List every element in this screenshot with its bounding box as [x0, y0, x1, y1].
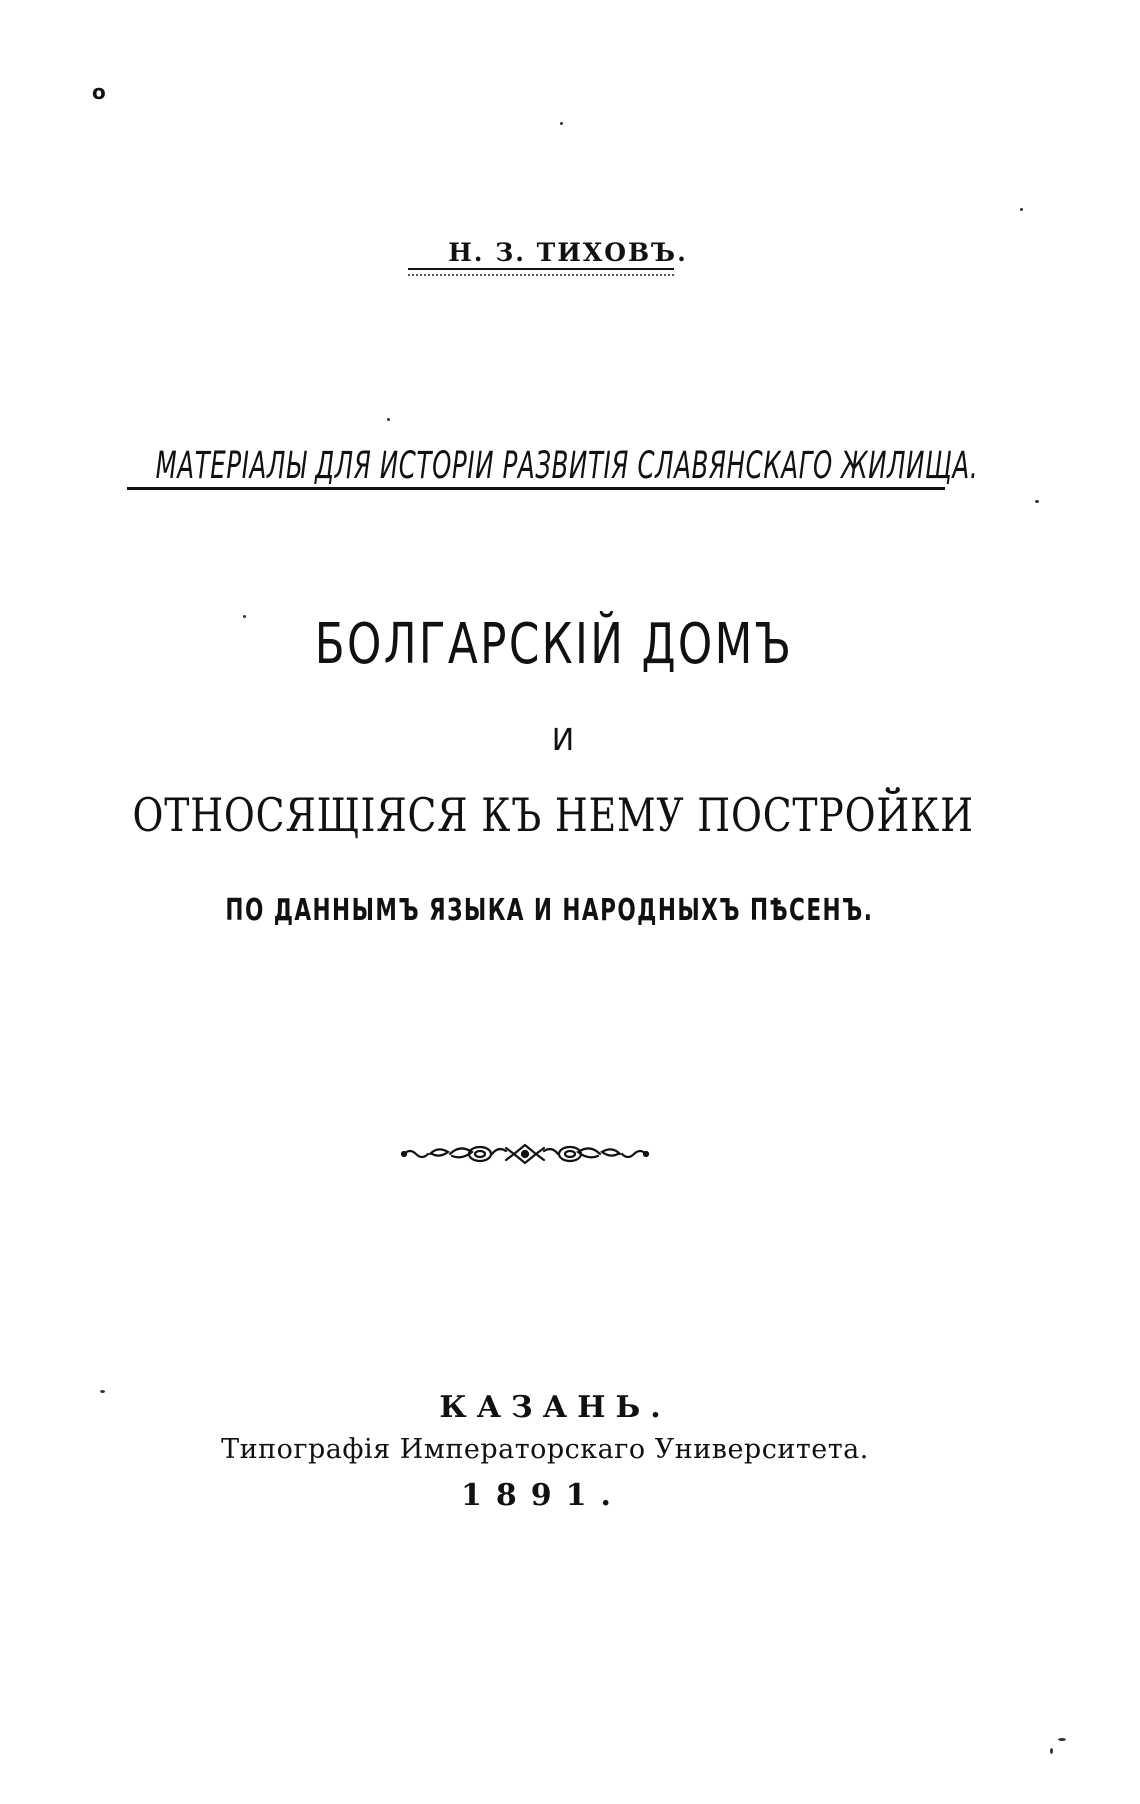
author-underline — [408, 268, 674, 270]
scan-speck — [1035, 500, 1039, 503]
corner-mark: o — [92, 80, 106, 104]
series-underline — [127, 487, 945, 490]
publication-year: 1891. — [461, 1478, 625, 1513]
scan-speck — [1050, 1748, 1053, 1754]
author-name: Н. З. ТИХОВЪ. — [448, 238, 688, 267]
subtitle: ОТНОСЯЩІЯСЯ КЪ НЕМУ ПОСТРОЙКИ — [132, 788, 974, 842]
publication-city: КАЗАНЬ. — [439, 1390, 671, 1425]
author-dotted-underline — [408, 274, 674, 276]
scan-speck — [1020, 208, 1023, 211]
series-title: МАТЕРІАЛЫ ДЛЯ ИСТОРІИ РАЗВИТІЯ СЛАВЯНСКАГО ЖИЛИЩА. — [155, 444, 979, 487]
scan-speck — [243, 615, 246, 618]
floral-ornament-icon — [400, 1136, 650, 1170]
main-title: БОЛГАРСКІЙ ДОМЪ — [314, 612, 794, 677]
scan-speck — [100, 1390, 105, 1393]
title-conjunction: И — [551, 723, 575, 758]
scan-speck — [560, 122, 563, 125]
title-source-line: ПО ДАННЫМЪ ЯЗЫКА И НАРОДНЫХЪ ПѢСЕНЪ. — [225, 893, 874, 928]
scan-speck — [1058, 1738, 1066, 1741]
printer-name: Типографія Императорскаго Университета. — [221, 1434, 869, 1465]
scan-speck — [387, 418, 390, 421]
